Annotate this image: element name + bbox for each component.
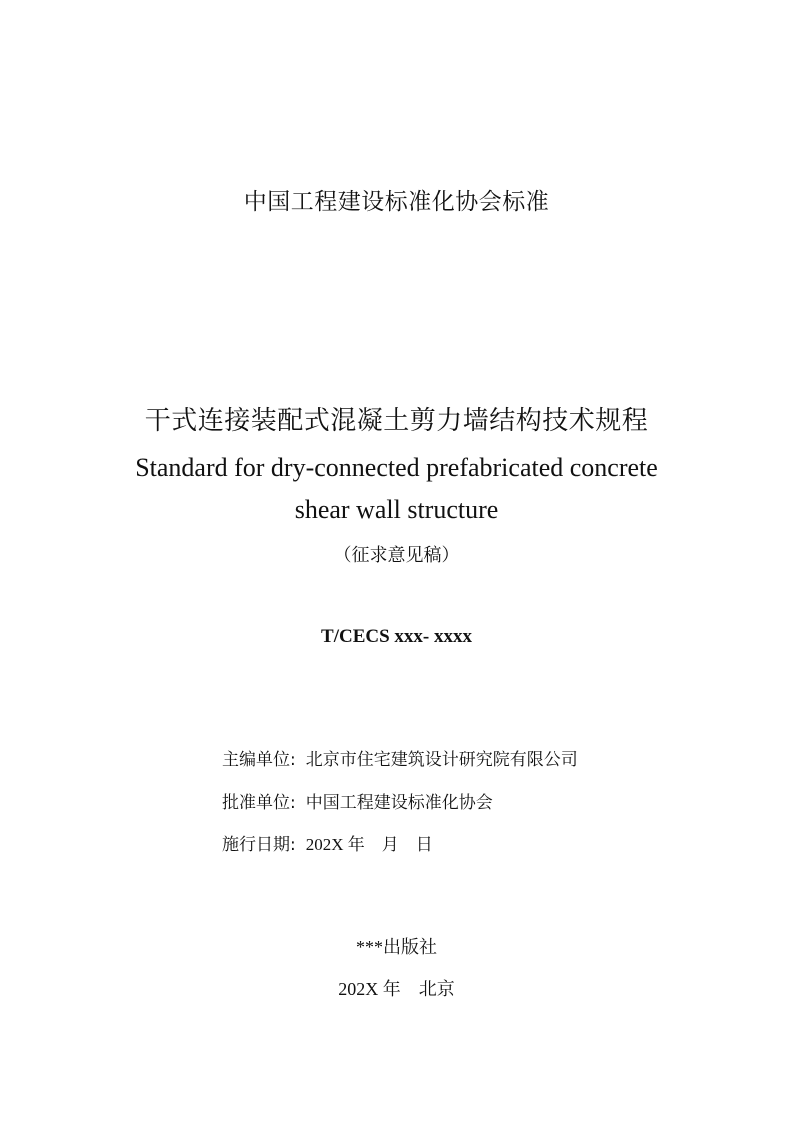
approver-value: 中国工程建设标准化协会: [305, 793, 493, 813]
approver-label: 批准单位:: [222, 793, 296, 813]
publication-year-place: 202X 年 北京: [338, 979, 455, 999]
editor-label: 主编单位:: [222, 750, 296, 770]
effective-date-label: 施行日期:: [222, 835, 296, 855]
document-title-english-line1: Standard for dry-connected prefabricated concrete: [135, 453, 658, 482]
effective-date-value: 202X 年 月 日: [305, 835, 433, 854]
standard-code: T/CECS xxx- xxxx: [321, 626, 472, 647]
editor-row: [222, 745, 578, 770]
draft-note: （征求意见稿）: [333, 545, 460, 566]
effective-date-row: [222, 830, 433, 855]
editor-value: 北京市住宅建筑设计研究院有限公司: [305, 750, 578, 770]
association-standard-heading: 中国工程建设标准化协会标准: [243, 189, 550, 215]
publisher: ***出版社: [356, 937, 437, 957]
document-title-english-line2: shear wall structure: [294, 495, 499, 524]
approver-row: [222, 788, 493, 813]
document-title-chinese: 干式连接装配式混凝土剪力墙结构技术规程: [144, 406, 649, 436]
